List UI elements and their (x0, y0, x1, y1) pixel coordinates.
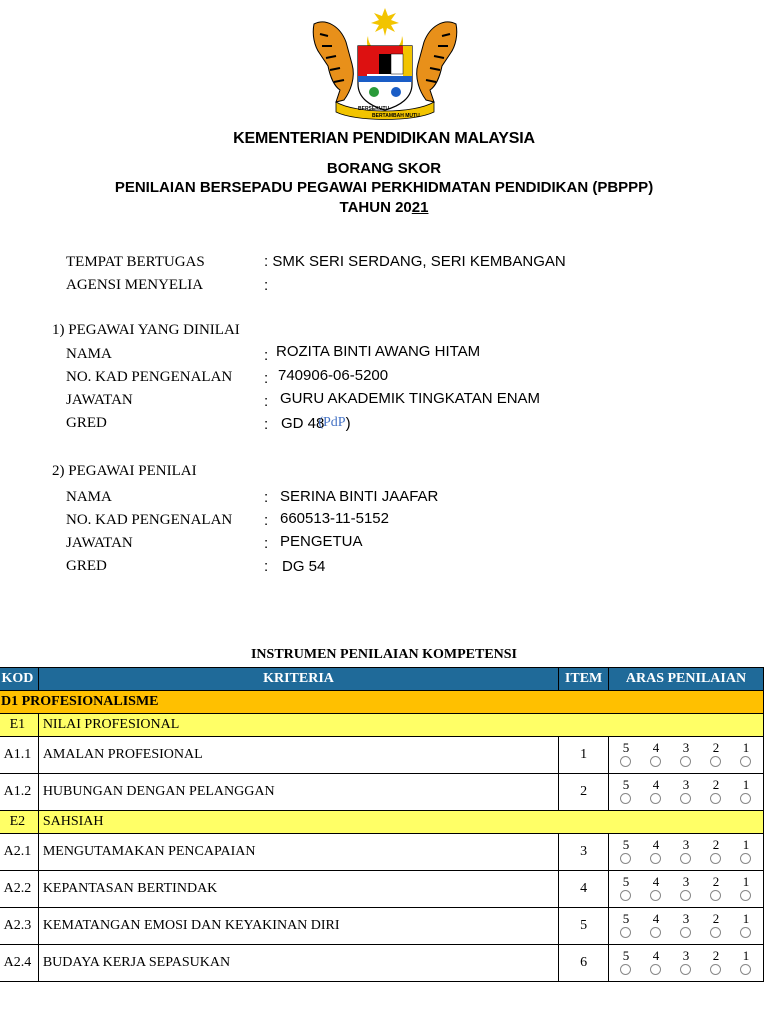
rating-option[interactable] (611, 778, 641, 806)
rating-radio[interactable] (740, 756, 751, 767)
rating-radio[interactable] (740, 964, 751, 975)
row-kod: A1.2 (0, 774, 38, 811)
rating-option[interactable] (731, 875, 761, 903)
rating-option[interactable] (701, 741, 731, 769)
assessor-name-label: NAMA (66, 489, 112, 505)
rating-radio[interactable] (710, 756, 721, 767)
rating-option[interactable] (671, 838, 701, 866)
rating-radio[interactable] (740, 793, 751, 804)
row-item: 3 (559, 834, 609, 871)
rating-radio[interactable] (650, 927, 661, 938)
officer-ic-value: 740906-06-5200 (278, 367, 389, 384)
group-name: NILAI PROFESIONAL (38, 714, 763, 737)
group-row (0, 811, 764, 834)
table-row (0, 908, 764, 945)
rating-cell (608, 737, 763, 774)
rating-option[interactable] (731, 949, 761, 977)
rating-radio[interactable] (650, 853, 661, 864)
rating-option[interactable] (731, 912, 761, 940)
rating-option[interactable] (641, 838, 671, 866)
row-kod: A2.2 (0, 871, 38, 908)
table-title: INSTRUMEN PENILAIAN KOMPETENSI (250, 647, 518, 662)
rating-value: 1 (742, 837, 750, 852)
rating-option[interactable] (641, 912, 671, 940)
assessor-ic-value: 660513-11-5152 (280, 510, 389, 527)
colon: : (264, 489, 269, 506)
row-item: 1 (559, 737, 609, 774)
rating-cell (608, 871, 763, 908)
rating-radio[interactable] (650, 793, 661, 804)
form-title: BORANG SKOR (326, 160, 442, 177)
rating-option[interactable] (611, 949, 641, 977)
rating-option[interactable] (701, 875, 731, 903)
rating-option[interactable] (701, 912, 731, 940)
year-prefix: TAHUN 20 (339, 199, 412, 216)
rating-value: 3 (682, 740, 690, 755)
rating-value: 5 (622, 837, 630, 852)
row-item: 2 (559, 774, 609, 811)
rating-value: 4 (652, 948, 660, 963)
rating-value: 3 (682, 948, 690, 963)
rating-option[interactable] (731, 778, 761, 806)
header-item: ITEM (559, 668, 609, 691)
rating-radio[interactable] (740, 927, 751, 938)
star-icon (371, 8, 399, 36)
grade-note: (PdP (318, 415, 346, 430)
assessor-heading: 2) PEGAWAI PENILAI (52, 463, 197, 479)
colon: : (264, 347, 269, 364)
rating-radio[interactable] (710, 853, 721, 864)
motto-bottom: BERTAMBAH MUTU (372, 113, 420, 119)
agency-value: : (264, 277, 269, 294)
colon: : (264, 393, 269, 410)
rating-radio[interactable] (680, 853, 691, 864)
group-kod: E1 (0, 714, 38, 737)
rating-value: 2 (712, 874, 720, 889)
colon: : (264, 558, 269, 575)
rating-cell (608, 834, 763, 871)
row-item: 6 (559, 945, 609, 982)
rating-option[interactable] (611, 875, 641, 903)
table-row (0, 871, 764, 908)
rating-value: 2 (712, 911, 720, 926)
rating-radio[interactable] (680, 964, 691, 975)
rating-value: 1 (742, 874, 750, 889)
rating-value: 2 (712, 837, 720, 852)
rating-radio[interactable] (620, 756, 631, 767)
assessor-post-label: JAWATAN (66, 535, 133, 551)
colon: : (264, 535, 269, 552)
rating-value: 2 (712, 948, 720, 963)
row-kod: A2.4 (0, 945, 38, 982)
rating-value: 4 (652, 874, 660, 889)
tiger-right-icon (417, 22, 457, 102)
rating-value: 5 (622, 740, 630, 755)
assessor-ic-label: NO. KAD PENGENALAN (66, 512, 233, 528)
rating-value: 1 (742, 777, 750, 792)
officer-ic-label: NO. KAD PENGENALAN (66, 369, 233, 385)
ministry-title: KEMENTERIAN PENDIDIKAN MALAYSIA (233, 130, 535, 147)
rating-radio[interactable] (680, 927, 691, 938)
officer-post-value: GURU AKADEMIK TINGKATAN ENAM (280, 390, 541, 407)
rating-value: 3 (682, 777, 690, 792)
rating-radio[interactable] (650, 756, 661, 767)
row-criterion: KEMATANGAN EMOSI DAN KEYAKINAN DIRI (38, 908, 558, 945)
rating-option[interactable] (641, 875, 671, 903)
rating-radio[interactable] (740, 890, 751, 901)
rating-value: 4 (652, 740, 660, 755)
rating-radio[interactable] (620, 890, 631, 901)
officer-name-label: NAMA (66, 346, 112, 362)
rating-value: 4 (652, 777, 660, 792)
rating-option[interactable] (671, 875, 701, 903)
rating-value: 1 (742, 911, 750, 926)
place-label: TEMPAT BERTUGAS (66, 254, 205, 270)
rating-value: 5 (622, 948, 630, 963)
grade-code: GD 48 (281, 415, 325, 432)
row-kod: A1.1 (0, 737, 38, 774)
rating-option[interactable] (701, 778, 731, 806)
rating-radio[interactable] (680, 890, 691, 901)
rating-value: 3 (682, 911, 690, 926)
group-name: SAHSIAH (38, 811, 763, 834)
colon: : (264, 370, 269, 387)
rating-cell (608, 945, 763, 982)
assessor-grade-value: DG 54 (282, 558, 326, 575)
rating-radio[interactable] (620, 793, 631, 804)
rating-value: 5 (622, 874, 630, 889)
rating-radio[interactable] (710, 964, 721, 975)
officer-grade-value (281, 415, 351, 433)
year-title (0, 199, 768, 216)
rating-option[interactable] (671, 949, 701, 977)
row-criterion: MENGUTAMAKAN PENCAPAIAN (38, 834, 558, 871)
row-criterion: HUBUNGAN DENGAN PELANGGAN (38, 774, 558, 811)
header-aras: ARAS PENILAIAN (608, 668, 763, 691)
rating-cell (608, 774, 763, 811)
rating-option[interactable] (611, 838, 641, 866)
table-row (0, 945, 764, 982)
rating-value: 2 (712, 777, 720, 792)
rating-value: 5 (622, 911, 630, 926)
colon: : (264, 512, 269, 529)
officer-heading: 1) PEGAWAI YANG DINILAI (52, 322, 240, 338)
rating-radio[interactable] (710, 793, 721, 804)
group-kod: E2 (0, 811, 38, 834)
officer-name-value: ROZITA BINTI AWANG HITAM (276, 343, 481, 360)
tiger-left-icon (313, 22, 353, 102)
rating-option[interactable] (701, 949, 731, 977)
rating-option[interactable] (671, 778, 701, 806)
shield-icon (358, 46, 412, 110)
rating-value: 2 (712, 740, 720, 755)
motto-top: BERSEKUTU (358, 106, 390, 112)
rating-value: 1 (742, 740, 750, 755)
competency-table (0, 667, 764, 982)
rating-value: 1 (742, 948, 750, 963)
rating-radio[interactable] (650, 890, 661, 901)
rating-option[interactable] (731, 838, 761, 866)
rating-value: 4 (652, 837, 660, 852)
rating-radio[interactable] (680, 793, 691, 804)
group-row (0, 714, 764, 737)
rating-option[interactable] (641, 949, 671, 977)
rating-option[interactable] (731, 741, 761, 769)
rating-radio[interactable] (620, 853, 631, 864)
coat-of-arms-logo (306, 6, 464, 124)
table-row (0, 834, 764, 871)
rating-radio[interactable] (710, 927, 721, 938)
row-criterion: KEPANTASAN BERTINDAK (38, 871, 558, 908)
rating-value: 5 (622, 777, 630, 792)
grade-close: ) (345, 415, 351, 432)
row-kod: A2.3 (0, 908, 38, 945)
rating-option[interactable] (641, 741, 671, 769)
rating-radio[interactable] (710, 890, 721, 901)
row-criterion: AMALAN PROFESIONAL (38, 737, 558, 774)
rating-option[interactable] (701, 838, 731, 866)
rating-radio[interactable] (680, 756, 691, 767)
officer-post-label: JAWATAN (66, 392, 133, 408)
rating-radio[interactable] (740, 853, 751, 864)
agency-label: AGENSI MENYELIA (66, 277, 204, 293)
rating-option[interactable] (611, 912, 641, 940)
header-kriteria: KRITERIA (38, 668, 558, 691)
table-row (0, 774, 764, 811)
assessor-grade-label: GRED (66, 558, 107, 574)
year-suffix: 21 (411, 199, 429, 216)
rating-radio[interactable] (620, 927, 631, 938)
rating-cell (608, 908, 763, 945)
officer-grade-label: GRED (66, 415, 107, 431)
rating-radio[interactable] (650, 964, 661, 975)
rating-value: 3 (682, 837, 690, 852)
place-value: : SMK SERI SERDANG, SERI KEMBANGAN (264, 253, 566, 270)
row-criterion: BUDAYA KERJA SEPASUKAN (38, 945, 558, 982)
rating-radio[interactable] (620, 964, 631, 975)
rating-option[interactable] (611, 741, 641, 769)
rating-option[interactable] (671, 912, 701, 940)
rating-value: 4 (652, 911, 660, 926)
assessor-post-value: PENGETUA (280, 533, 363, 550)
row-item: 5 (559, 908, 609, 945)
row-item: 4 (559, 871, 609, 908)
rating-option[interactable] (671, 741, 701, 769)
header-kod: KOD (0, 668, 38, 691)
colon: : (264, 416, 269, 433)
table-row (0, 737, 764, 774)
section-row: D1 PROFESIONALISME (0, 691, 764, 714)
rating-option[interactable] (641, 778, 671, 806)
rating-value: 3 (682, 874, 690, 889)
assessment-title: PENILAIAN BERSEPADU PEGAWAI PERKHIDMATAN PENDIDIKAN (PBPPP) (114, 179, 654, 196)
row-kod: A2.1 (0, 834, 38, 871)
assessor-name-value: SERINA BINTI JAAFAR (280, 488, 439, 505)
